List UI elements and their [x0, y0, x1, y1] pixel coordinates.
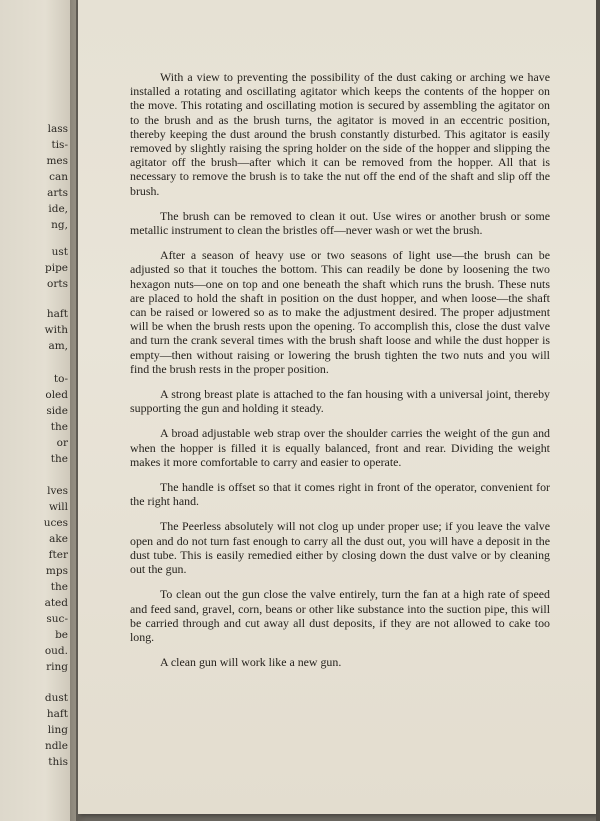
left-page-line: ust	[51, 246, 68, 258]
left-page-line: pipe	[44, 262, 68, 274]
left-page-line: or	[56, 437, 68, 449]
left-page-line: dust	[44, 692, 68, 704]
left-page-line: ide,	[48, 203, 68, 215]
left-page-line: ake	[49, 533, 68, 545]
background-edge	[596, 0, 600, 821]
paragraph-handle: The handle is offset so that it comes right in front of the operator, convenient for the right hand.	[130, 480, 550, 509]
left-page-line: the	[50, 581, 68, 593]
left-page-line: suc-	[46, 613, 68, 625]
paragraph-clean-gun: A clean gun will work like a new gun.	[160, 655, 342, 670]
left-page-line: this	[48, 756, 68, 768]
left-page-line: am,	[48, 340, 68, 352]
left-page-line: the	[50, 421, 68, 433]
left-page-line: can	[49, 171, 68, 183]
left-page-line: oled	[45, 389, 68, 401]
paragraph-cleaning-gun: To clean out the gun close the valve entirely, turn the fan at a high rate of speed and feed sand, gravel, corn, beans or other like substance into the suction pipe, this will be carried through and cut away all dust deposits, if they are not allowed to cake too long.	[130, 587, 550, 644]
left-page-line: ated	[44, 597, 68, 609]
left-page-fragment	[0, 0, 76, 821]
left-page-line: mes	[46, 155, 68, 167]
paragraph-agitator: With a view to preventing the possibility of the dust caking or arching we have installed a rotating and oscillating agitator which keeps the contents of the hopper on the move. This rotating and oscillating motion is secured by assembling the agitator on to the brush and as the brush turns, the agitator is moved in an eccentric position, thereby keeping the dust around the brush constantly disturbed. This agitator is easily removed by slightly raising the spring holder on the side of the hopper and slipping the agitator off the brush—after which it can be removed from the hopper. All that is necessary to remove the brush is to take the nut off the end of the shaft and slip off the brush.	[130, 70, 550, 198]
paragraph-brush-adjustment: After a season of heavy use or two seasons of light use—the brush can be adjusted so that it touches the bottom. This can readily be done by loosening the two hexagon nuts—one on top and one beneath the shaft which runs the brush. These nuts are placed to hold the shaft in position on the dust hopper, and when loose—the shaft can be raised or lowered so as to make the adjustment desired. The proper adjustment will be when the brush rests upon the opening. To accomplish this, close the dust valve and turn the crank several times with the brush shaft loose and while the dust hopper is empty—then without raising or lowering the brush tighten the two nuts and you will find the brush rests in the proper position.	[130, 248, 550, 376]
left-page-line: uces	[43, 517, 68, 529]
paragraph-web-strap: A broad adjustable web strap over the shoulder carries the weight of the gun and when the hopper is filled it is equally balanced, front and rear. Dividing the weight makes it more comfortable to carry and easier to operate.	[130, 426, 550, 469]
left-page-line: arts	[47, 187, 68, 199]
left-page-line: ling	[47, 724, 68, 736]
left-page-line: orts	[47, 278, 68, 290]
left-page-line: fter	[48, 549, 68, 561]
body-text	[130, 70, 550, 669]
right-page	[78, 0, 596, 814]
left-page-line: lass	[47, 123, 68, 135]
left-page-line: side	[46, 405, 68, 417]
paragraph-breast-plate: A strong breast plate is attached to the fan housing with a universal joint, thereby supporting the gun and holding it steady.	[130, 387, 550, 416]
left-page-line: to-	[53, 373, 68, 385]
left-page-line: haft	[46, 708, 68, 720]
paragraph-brush-cleaning: The brush can be removed to clean it out. Use wires or another brush or some metallic instrument to clean the bristles off—never wash or wet the brush.	[130, 208, 550, 238]
left-page-line: be	[55, 629, 68, 641]
left-page-line: haft	[46, 308, 68, 320]
left-page-line: ng,	[51, 219, 68, 231]
left-page-line: lves	[47, 485, 68, 497]
left-page-line: will	[48, 501, 68, 513]
left-page-line: ndle	[44, 740, 68, 752]
left-page-line: the	[50, 453, 68, 465]
left-page-line: tis-	[51, 139, 68, 151]
left-page-line: ring	[46, 661, 68, 673]
left-page-line: oud.	[44, 645, 68, 657]
left-page-line: mps	[45, 565, 68, 577]
left-page-line: with	[44, 324, 68, 336]
paragraph-clogging: The Peerless absolutely will not clog up under proper use; if you leave the valve open and do not turn fast enough to carry all the dust out, you will have a deposit in the dust tube. This is easily remedied either by closing down the dust valve or by cleaning out the gun.	[130, 519, 550, 577]
